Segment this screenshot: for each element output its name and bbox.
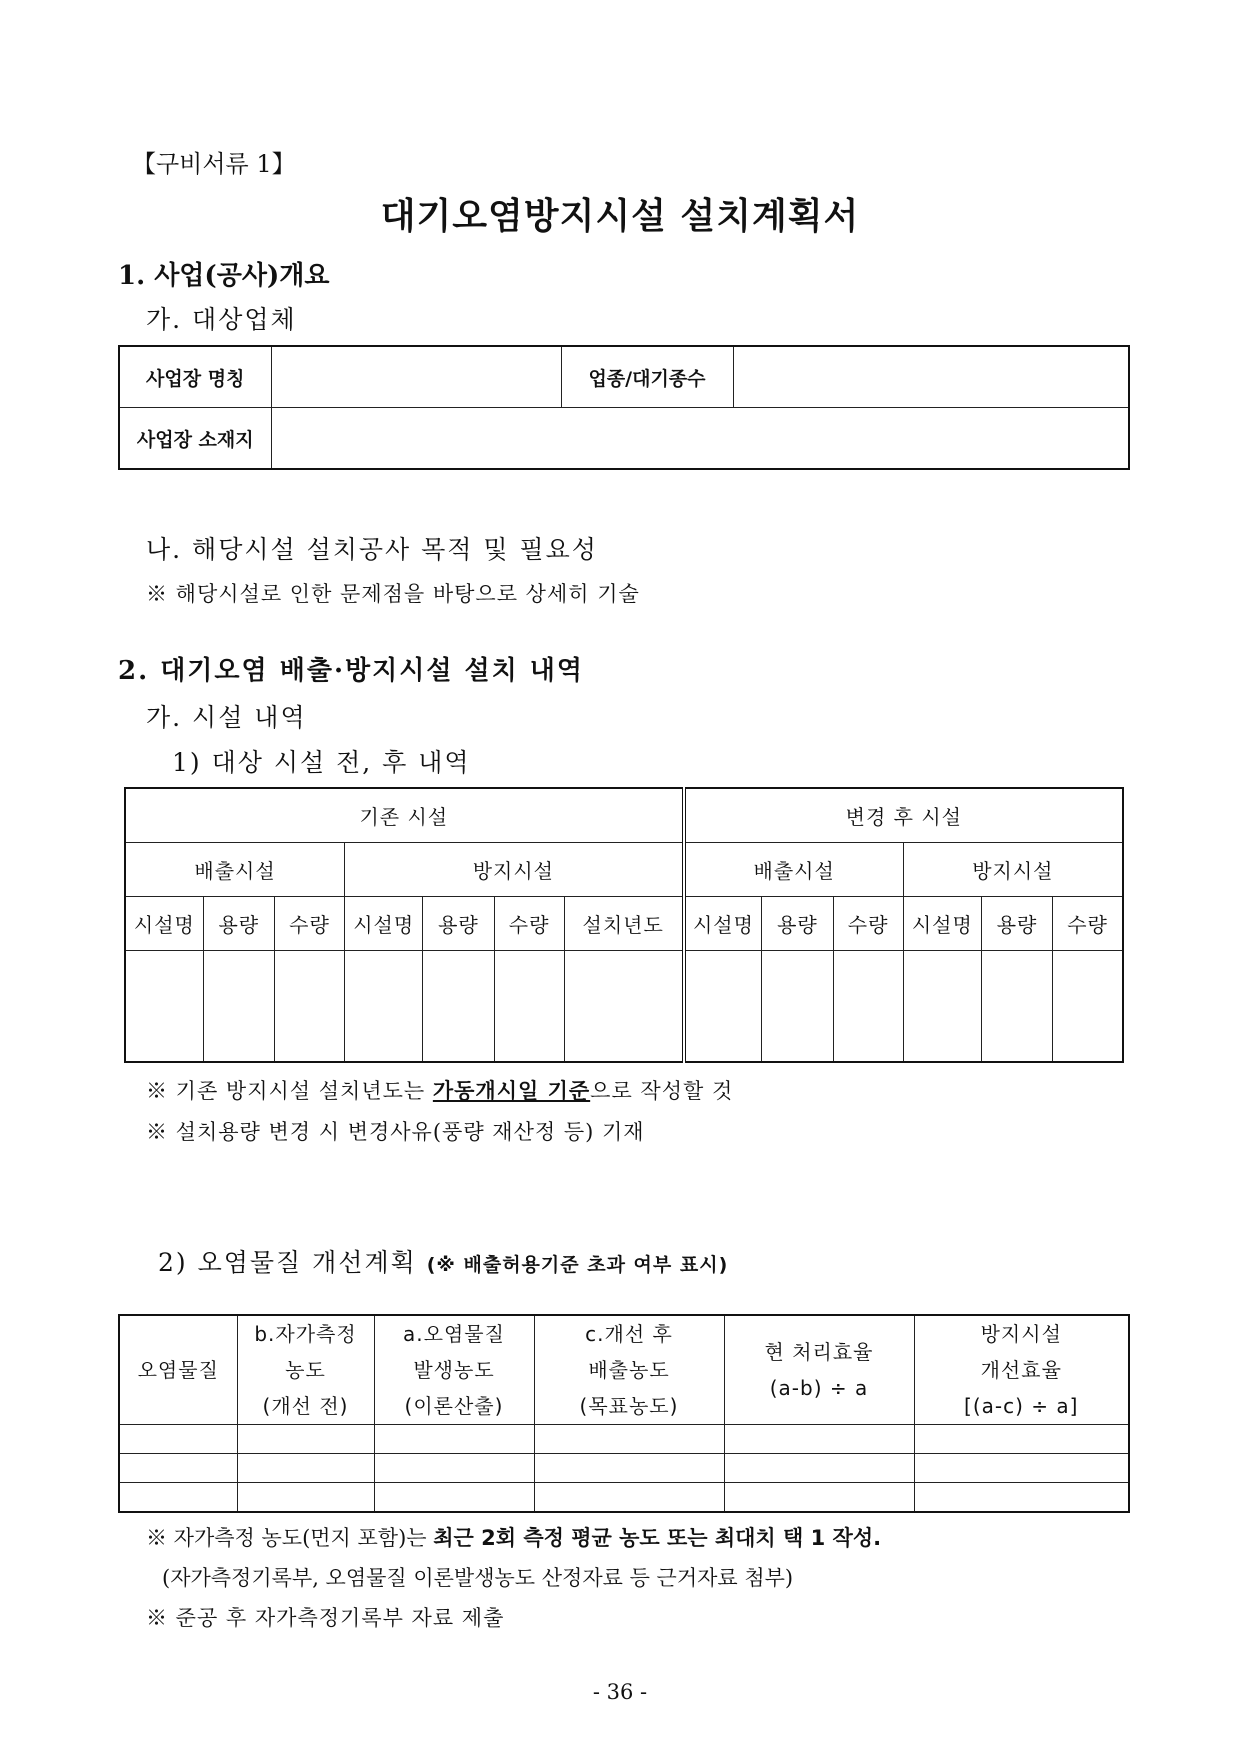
table-cell[interactable] (914, 1454, 1129, 1483)
table-cell[interactable] (914, 1425, 1129, 1454)
document-label: 【구비서류 1】 (132, 150, 296, 178)
table-cell[interactable] (724, 1483, 914, 1513)
section1-heading: 1. 사업(공사)개요 (118, 261, 330, 291)
changed-facility-header: 변경 후 시설 (684, 788, 1123, 843)
existing-emission-header: 배출시설 (125, 843, 345, 897)
facility-table (124, 787, 1124, 1063)
changed-prevention-header: 방지시설 (903, 843, 1123, 897)
section2-note4: (자가측정기록부, 오염물질 이론발생농도 산정자료 등 근거자료 첨부) (162, 1566, 794, 1590)
section2-item2 (158, 1243, 728, 1279)
table-cell[interactable] (914, 1483, 1129, 1513)
table-cell[interactable] (345, 951, 423, 1063)
note3-emphasis: 최근 2회 측정 평균 농도 또는 최대치 택 1 작성. (433, 1526, 882, 1550)
table-cell[interactable] (119, 1483, 237, 1513)
table-row (119, 1425, 1129, 1454)
col-capacity: 용량 (203, 897, 274, 951)
industry-field[interactable] (733, 346, 1129, 408)
section2-note1 (146, 1075, 733, 1105)
col-facility-name: 시설명 (345, 897, 423, 951)
section1-sub-b-note: ※ 해당시설로 인한 문제점을 바탕으로 상세히 기술 (146, 582, 640, 606)
col-install-year: 설치년도 (564, 897, 683, 951)
section1-sub-b: 나. 해당시설 설치공사 목적 및 필요성 (146, 535, 598, 564)
table-cell[interactable] (237, 1483, 374, 1513)
section2-note3 (146, 1522, 881, 1552)
col-facility-name: 시설명 (903, 897, 981, 951)
table-cell[interactable] (494, 951, 564, 1063)
company-info-table (118, 345, 1130, 470)
section2-note2: ※ 설치용량 변경 시 변경사유(풍량 재산정 등) 기재 (146, 1120, 645, 1144)
table-cell[interactable] (981, 951, 1052, 1063)
table-cell[interactable] (534, 1483, 724, 1513)
col-generated-concentration: a.오염물질 발생농도 (이론산출) (374, 1315, 534, 1425)
table-cell[interactable] (684, 951, 762, 1063)
col-capacity: 용량 (762, 897, 833, 951)
col-current-efficiency: 현 처리효율 (a-b) ÷ a (724, 1315, 914, 1425)
note3-text: ※ 자가측정 농도(먼지 포함)는 (146, 1526, 434, 1550)
table-cell[interactable] (833, 951, 903, 1063)
pollutant-improvement-table (118, 1314, 1130, 1513)
table-cell[interactable] (724, 1425, 914, 1454)
col-facility-name: 시설명 (684, 897, 762, 951)
table-cell[interactable] (534, 1454, 724, 1483)
item2-label: 2) 오염물질 개선계획 (158, 1248, 417, 1277)
industry-label: 업종/대기종수 (561, 346, 733, 408)
table-cell[interactable] (724, 1454, 914, 1483)
table-cell[interactable] (374, 1425, 534, 1454)
section2-item1: 1) 대상 시설 전, 후 내역 (172, 748, 471, 777)
table-cell[interactable] (1053, 951, 1123, 1063)
business-name-label: 사업장 명칭 (119, 346, 271, 408)
col-count: 수량 (274, 897, 344, 951)
col-count: 수량 (494, 897, 564, 951)
table-cell[interactable] (119, 1425, 237, 1454)
section1-sub-a: 가. 대상업체 (146, 305, 297, 334)
table-cell[interactable] (423, 951, 494, 1063)
table-cell[interactable] (534, 1425, 724, 1454)
page-title: 대기오염방지시설 설치계획서 (380, 196, 860, 237)
table-cell[interactable] (119, 1454, 237, 1483)
col-self-measured: b.자가측정 농도 (개선 전) (237, 1315, 374, 1425)
table-cell[interactable] (374, 1483, 534, 1513)
page-number: - 36 - (592, 1680, 648, 1704)
table-cell[interactable] (237, 1454, 374, 1483)
section2-heading: 2. 대기오염 배출·방지시설 설치 내역 (118, 656, 585, 686)
table-cell[interactable] (564, 951, 683, 1063)
section2-sub-a: 가. 시설 내역 (146, 703, 307, 732)
business-name-field[interactable] (271, 346, 561, 408)
table-cell[interactable] (374, 1454, 534, 1483)
col-pollutant: 오염물질 (119, 1315, 237, 1425)
col-improvement-efficiency: 방지시설 개선효율 [(a-c) ÷ a] (914, 1315, 1129, 1425)
table-cell[interactable] (903, 951, 981, 1063)
table-cell[interactable] (237, 1425, 374, 1454)
note1-emphasis: 가동개시일 기준 (432, 1079, 591, 1103)
existing-prevention-header: 방지시설 (345, 843, 684, 897)
table-cell[interactable] (203, 951, 274, 1063)
table-row (119, 1454, 1129, 1483)
note1-text: ※ 기존 방지시설 설치년도는 (146, 1079, 433, 1103)
table-cell[interactable] (762, 951, 833, 1063)
col-count: 수량 (1053, 897, 1123, 951)
existing-facility-header: 기존 시설 (125, 788, 684, 843)
business-address-field[interactable] (271, 408, 1129, 470)
table-cell[interactable] (125, 951, 203, 1063)
col-capacity: 용량 (981, 897, 1052, 951)
table-cell[interactable] (274, 951, 344, 1063)
changed-emission-header: 배출시설 (684, 843, 904, 897)
item2-note: (※ 배출허용기준 초과 여부 표시) (426, 1254, 729, 1276)
col-count: 수량 (833, 897, 903, 951)
col-capacity: 용량 (423, 897, 494, 951)
note1-text-end: 으로 작성할 것 (590, 1079, 734, 1103)
col-facility-name: 시설명 (125, 897, 203, 951)
section2-note5: ※ 준공 후 자가측정기록부 자료 제출 (146, 1606, 505, 1630)
business-address-label: 사업장 소재지 (119, 408, 271, 470)
col-target-concentration: c.개선 후 배출농도 (목표농도) (534, 1315, 724, 1425)
table-row (119, 1483, 1129, 1513)
